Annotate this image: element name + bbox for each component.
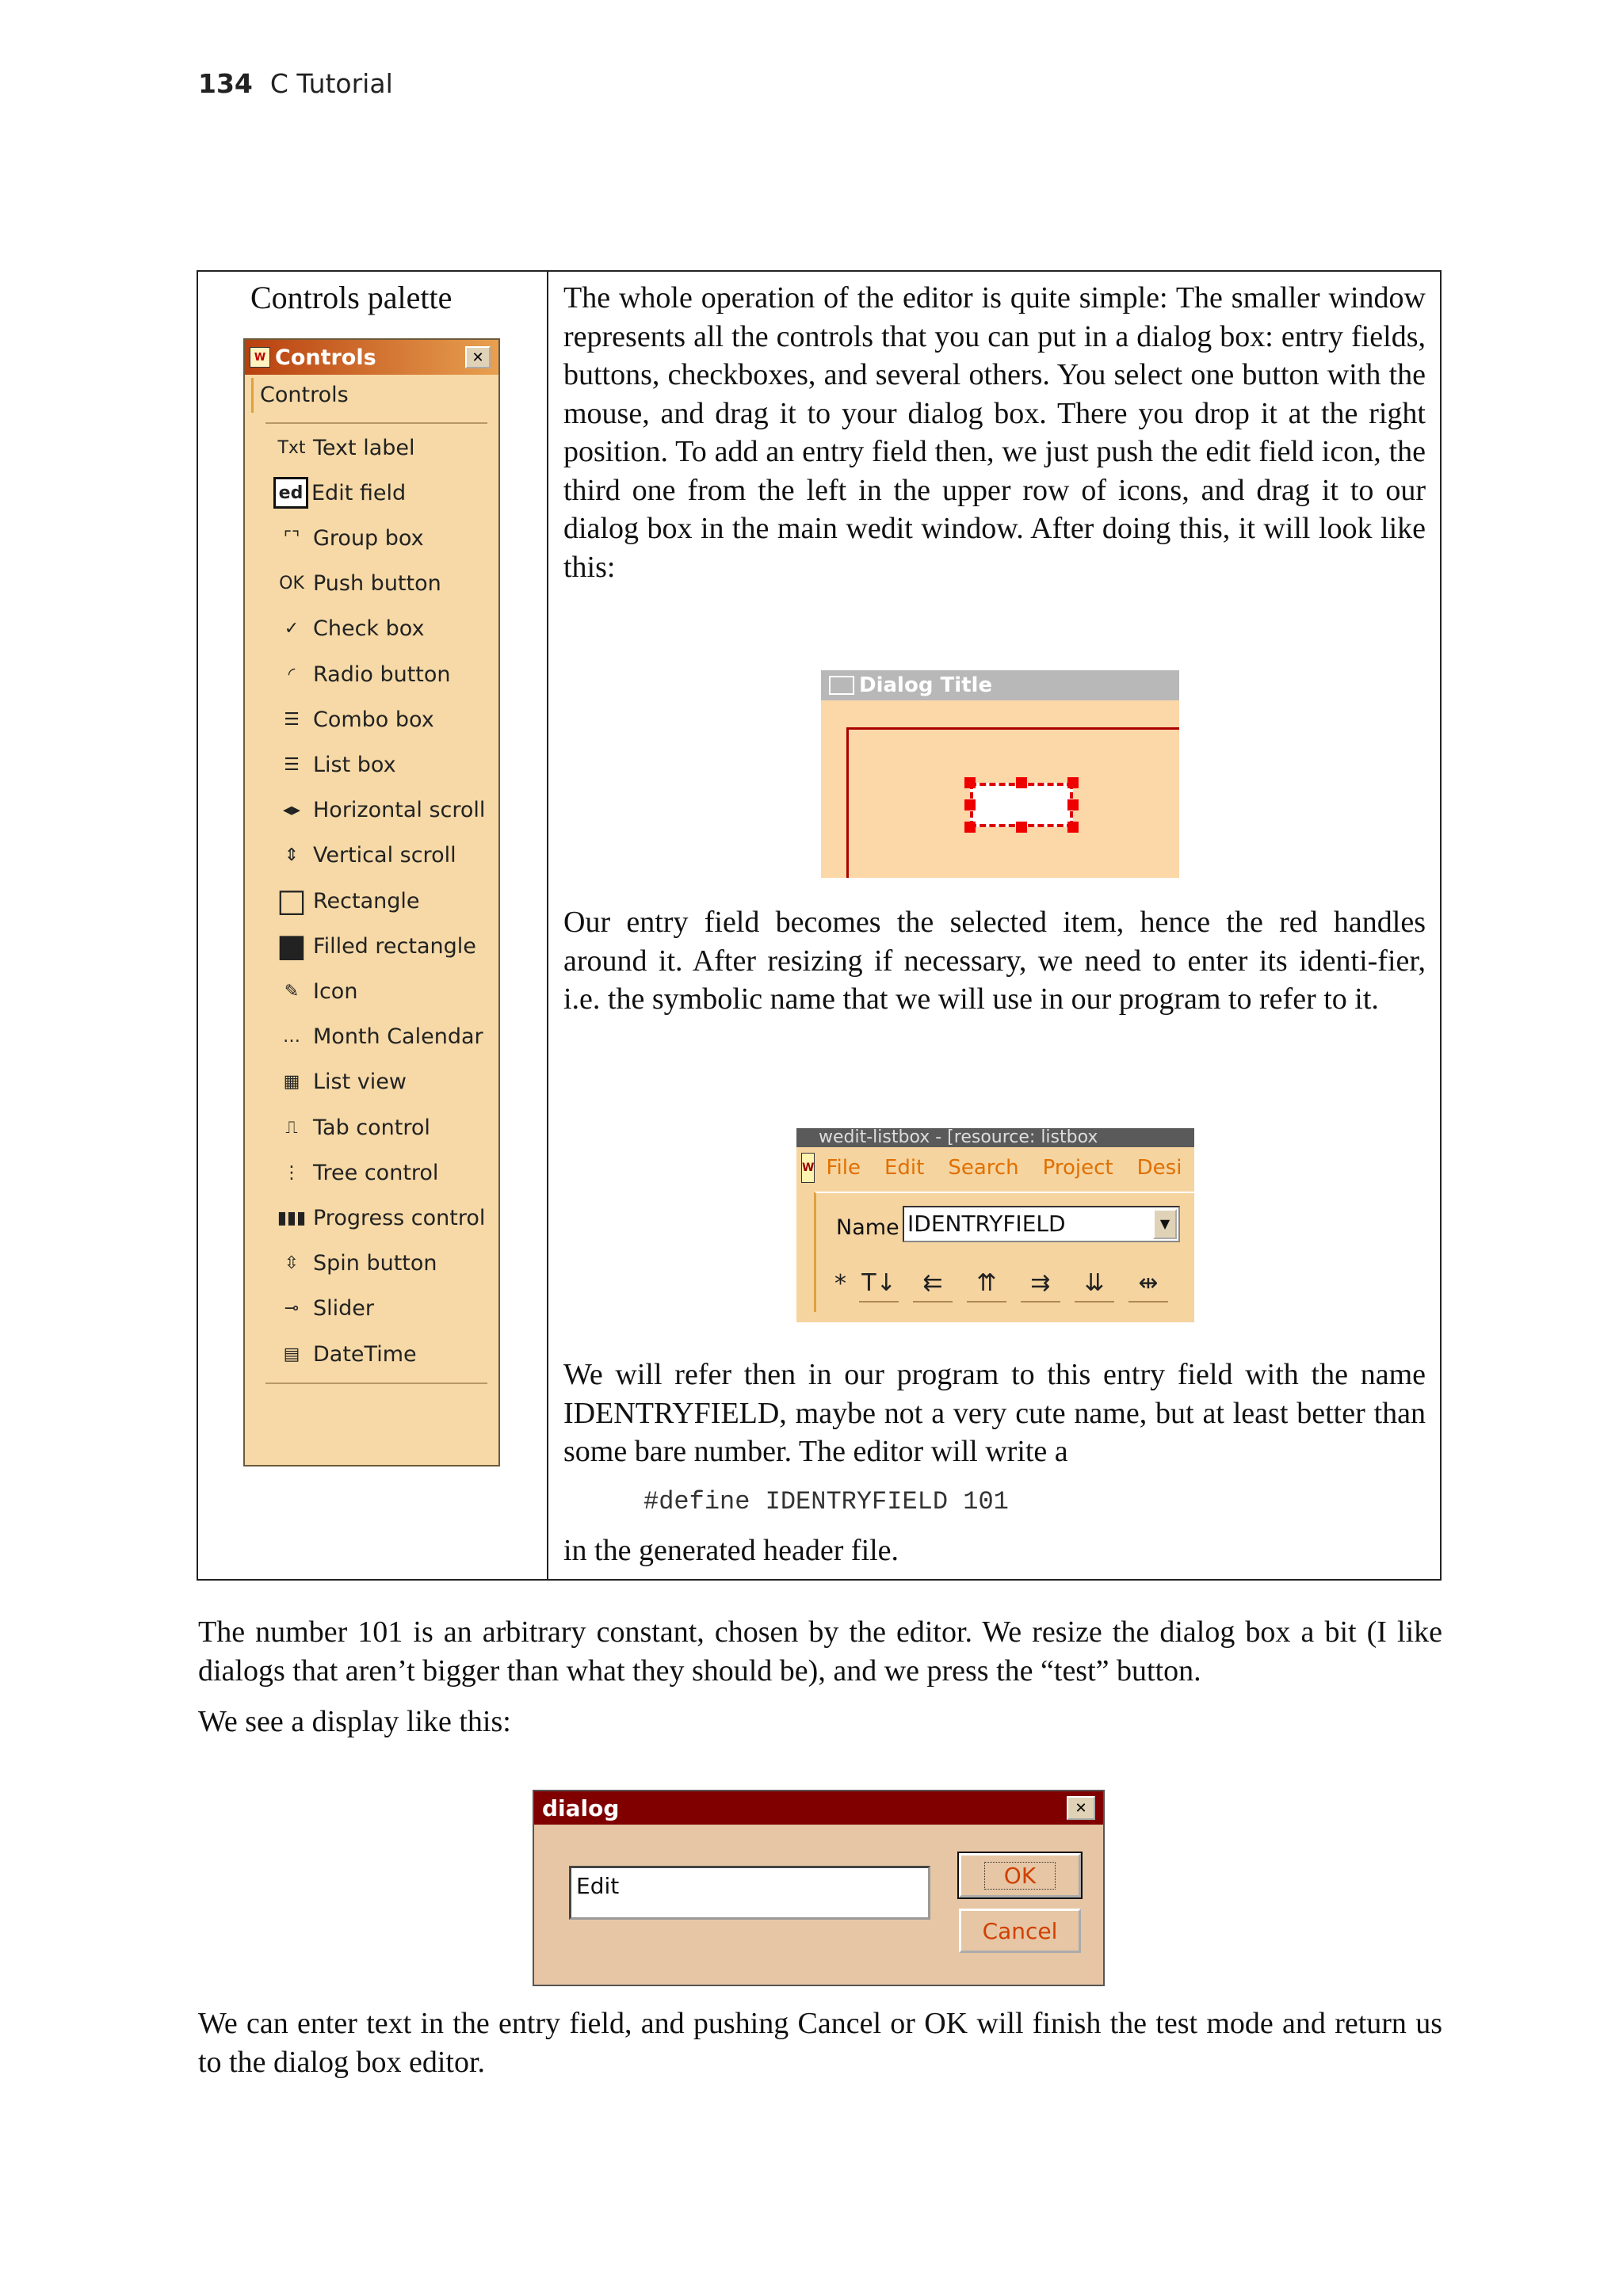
edit-field-icon: ed xyxy=(273,477,308,509)
paragraph-display: We see a display like this: xyxy=(198,1705,511,1738)
palette-item-icon[interactable] xyxy=(273,975,357,1007)
palette-item-text-label[interactable] xyxy=(273,432,415,463)
test-dialog-close-button[interactable]: ✕ xyxy=(1067,1796,1095,1820)
wedit-caption: wedit-listbox - [resource: listbox xyxy=(796,1128,1194,1147)
text-order-icon[interactable]: T↓ xyxy=(859,1264,899,1302)
icon-icon: ✎ xyxy=(284,981,300,1001)
test-dialog-title: dialog xyxy=(542,1794,620,1821)
paragraph-editor-operation: The whole operation of the editor is quite simple: The smaller window represents all the controls that you can put in a dialog box: entry fields, buttons, checkboxes, and several others. You select one button with the mouse, and drag it to your dialog box. There you drop it at the right position. To add an entry field then, we just push the edit field icon, the third one from the left in the upper row of icons, and drag it to our dialog box in the main wedit window. After doing this, it will look like this: xyxy=(563,281,1426,584)
asterisk-icon[interactable]: * xyxy=(834,1269,846,1298)
align-bottom-icon[interactable]: ⇊ xyxy=(1075,1264,1114,1302)
palette-item-label: Vertical scroll xyxy=(313,843,456,868)
resize-handle[interactable] xyxy=(964,799,976,810)
check-box-icon: ✓ xyxy=(284,619,300,639)
table-divider xyxy=(547,272,548,1579)
list-view-icon: ▦ xyxy=(283,1072,300,1093)
palette-title-bar xyxy=(245,340,498,375)
palette-item-group-box[interactable] xyxy=(273,522,424,554)
test-dialog-window xyxy=(533,1790,1105,1986)
menu-edit[interactable]: Edit xyxy=(884,1156,925,1180)
resize-handle[interactable] xyxy=(1016,822,1027,833)
palette-item-label: Progress control xyxy=(313,1205,486,1230)
cancel-button[interactable]: Cancel xyxy=(959,1909,1081,1953)
palette-item-horizontal-scroll[interactable] xyxy=(273,795,485,826)
palette-close-button[interactable]: ✕ xyxy=(465,346,491,368)
dialog-title-screenshot xyxy=(821,670,1179,878)
palette-item-tree-control[interactable] xyxy=(273,1157,438,1188)
ok-label: OK xyxy=(984,1862,1056,1890)
horizontal-scroll-icon: ◂▸ xyxy=(282,800,301,821)
spin-button-icon: ⇳ xyxy=(284,1253,300,1274)
palette-item-label: Horizontal scroll xyxy=(313,798,486,823)
palette-item-label: Edit field xyxy=(311,480,407,505)
palette-item-label: Group box xyxy=(313,525,424,551)
palette-item-list-box[interactable] xyxy=(273,749,396,780)
menu-search[interactable]: Search xyxy=(948,1156,1019,1180)
palette-item-progress-control[interactable] xyxy=(273,1202,485,1234)
dialog-title: Dialog Title xyxy=(859,673,993,697)
list-box-icon: ☰ xyxy=(284,754,300,775)
palette-separator xyxy=(265,422,487,424)
name-label: Name xyxy=(836,1215,899,1240)
text-label-icon: Txt xyxy=(277,437,306,458)
palette-separator xyxy=(265,1383,487,1384)
resize-handle[interactable] xyxy=(1067,777,1079,788)
tab-control-icon: ⎍ xyxy=(285,1117,298,1138)
wedit-menu-bar xyxy=(796,1150,1194,1185)
radio-button-icon: ◜ xyxy=(288,664,296,685)
resize-handle[interactable] xyxy=(964,822,976,833)
wedit-toolbar-screenshot xyxy=(796,1128,1194,1322)
palette-item-label: Icon xyxy=(313,978,358,1004)
menu-design[interactable]: Desi xyxy=(1136,1156,1182,1180)
palette-item-combo-box[interactable] xyxy=(273,704,434,735)
menu-file[interactable]: File xyxy=(826,1156,861,1180)
palette-item-label: Filled rectangle xyxy=(313,933,476,959)
test-dialog-title-bar xyxy=(534,1791,1103,1825)
progress-control-icon: ▮▮▮ xyxy=(277,1207,307,1228)
palette-item-vertical-scroll[interactable] xyxy=(273,840,456,871)
selected-entry-field[interactable] xyxy=(970,783,1073,827)
code-define: #define IDENTRYFIELD 101 xyxy=(643,1487,1009,1516)
window-icon xyxy=(829,676,854,695)
palette-item-label: Push button xyxy=(313,571,441,597)
palette-item-month-calendar[interactable] xyxy=(273,1021,483,1053)
wedit-logo-icon: W xyxy=(801,1153,815,1183)
palette-item-tab-control[interactable] xyxy=(273,1112,430,1143)
palette-item-push-button[interactable] xyxy=(273,568,441,600)
paragraph-selected-item: Our entry field becomes the selected item, hence the red handles around it. After resizing if necessary, we need to enter its identi-fier, i.e. the symbolic name that we will use in our program to refer to it. xyxy=(563,906,1426,1016)
combo-box-icon: ☰ xyxy=(284,709,300,730)
palette-item-datetime[interactable] xyxy=(273,1338,417,1370)
palette-item-label: Combo box xyxy=(313,707,434,732)
chevron-down-icon[interactable]: ▼ xyxy=(1153,1209,1177,1239)
paragraph-constant: The number 101 is an arbitrary constant, chosen by the editor. We resize the dialog box a bit (I like dialogs that aren’t bigger than what they should be), and we press the “test” button. xyxy=(198,1615,1442,1688)
running-title: C Tutorial xyxy=(269,68,393,99)
name-value: IDENTRYFIELD xyxy=(907,1211,1066,1237)
palette-item-label: Radio button xyxy=(313,662,451,687)
palette-item-slider[interactable] xyxy=(273,1293,374,1325)
align-toolbar xyxy=(834,1264,1182,1302)
ok-button[interactable] xyxy=(959,1853,1081,1897)
paragraph-identifier: We will refer then in our program to this entry field with the name IDENTRYFIELD, maybe not a very cute name, but at least better than some bare number. The editor will write a xyxy=(563,1358,1426,1468)
palette-item-rectangle[interactable] xyxy=(273,885,420,917)
center-icon[interactable]: ⇹ xyxy=(1128,1264,1168,1302)
palette-title: Controls xyxy=(275,345,376,370)
palette-tab[interactable]: Controls xyxy=(251,378,489,413)
resize-handle[interactable] xyxy=(1016,777,1027,788)
align-left-icon[interactable]: ⇇ xyxy=(913,1264,953,1302)
palette-item-spin-button[interactable] xyxy=(273,1248,437,1280)
align-right-icon[interactable]: ⇉ xyxy=(1021,1264,1060,1302)
palette-item-label: Spin button xyxy=(313,1251,437,1276)
wedit-logo-icon: W xyxy=(250,347,270,368)
running-header xyxy=(198,68,393,99)
group-box-icon: ⌜⌝ xyxy=(283,528,300,548)
align-top-icon[interactable]: ⇈ xyxy=(967,1264,1006,1302)
test-edit-field[interactable]: Edit xyxy=(569,1866,930,1920)
palette-item-label: List box xyxy=(313,752,396,777)
push-button-icon: OK xyxy=(279,574,304,594)
slider-icon: ⊸ xyxy=(284,1299,300,1319)
datetime-icon: ▤ xyxy=(283,1344,300,1364)
palette-item-filled-rectangle[interactable] xyxy=(273,928,476,965)
palette-item-edit-field[interactable] xyxy=(273,477,406,509)
palette-item-label: Rectangle xyxy=(313,888,420,913)
palette-item-label: Text label xyxy=(313,435,415,460)
menu-project[interactable]: Project xyxy=(1042,1156,1113,1180)
controls-palette-window xyxy=(243,338,500,1466)
tree-control-icon: ⋮ xyxy=(283,1162,300,1183)
palette-caption: Controls palette xyxy=(250,280,453,315)
paragraph-test-mode: We can enter text in the entry field, and pushing Cancel or OK will finish the test mode and return us to the dialog box editor. xyxy=(198,2007,1442,2079)
palette-item-check-box[interactable] xyxy=(273,613,424,645)
resize-handle[interactable] xyxy=(964,777,976,788)
month-calendar-icon: … xyxy=(283,1027,300,1047)
resize-handle[interactable] xyxy=(1067,822,1079,833)
palette-item-label: Month Calendar xyxy=(313,1024,483,1050)
palette-item-label: DateTime xyxy=(313,1341,417,1367)
vertical-scroll-icon: ⇕ xyxy=(284,845,300,866)
paragraph-header-file: in the generated header file. xyxy=(563,1534,899,1567)
name-combo[interactable] xyxy=(903,1206,1180,1242)
palette-item-label: Check box xyxy=(313,616,425,642)
palette-item-label: Tab control xyxy=(313,1115,430,1140)
palette-item-label: Tree control xyxy=(313,1160,439,1185)
page-number: 134 xyxy=(198,68,253,99)
dialog-title-bar xyxy=(821,670,1179,700)
rectangle-icon: □ xyxy=(277,883,307,919)
filled-rectangle-icon: ■ xyxy=(277,928,307,965)
resize-handle[interactable] xyxy=(1067,799,1079,810)
palette-item-label: Slider xyxy=(313,1296,374,1322)
palette-item-label: List view xyxy=(313,1070,407,1095)
palette-item-radio-button[interactable] xyxy=(273,658,451,690)
palette-item-list-view[interactable] xyxy=(273,1066,407,1098)
